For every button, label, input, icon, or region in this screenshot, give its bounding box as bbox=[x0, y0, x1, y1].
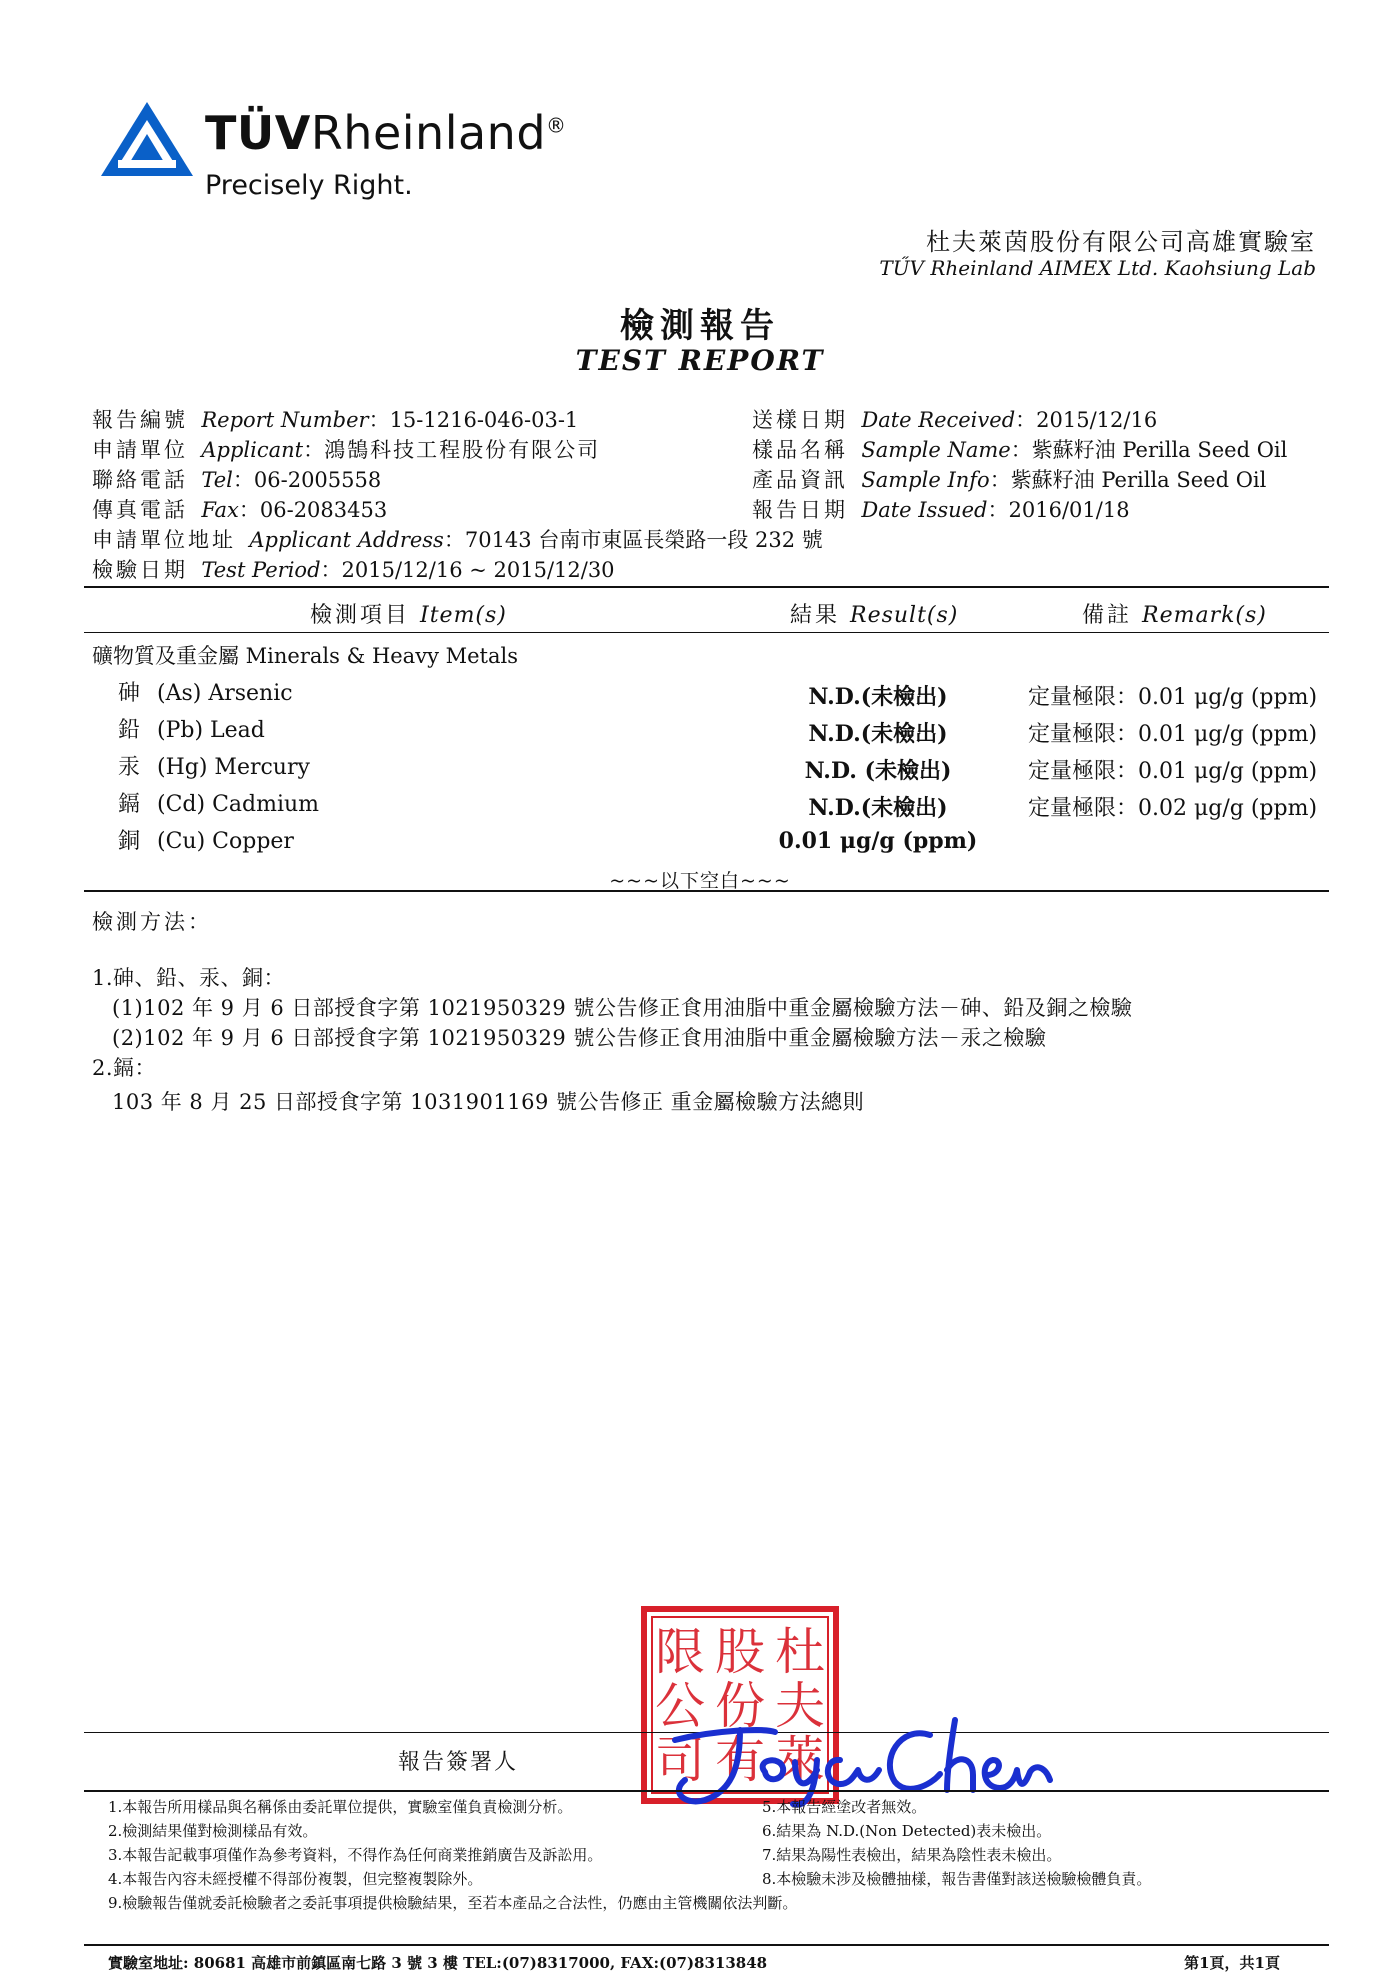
remark-cadmium: 定量極限：0.02 μg/g (ppm) bbox=[1028, 796, 1318, 821]
method-line: 103 年 8 月 25 日部授食字第 1031901169 號公告修正 重金屬檢驗方法總則 bbox=[112, 1090, 865, 1114]
svg-text:限: 限 bbox=[655, 1623, 705, 1681]
item-copper: 銅 (Cu) Copper bbox=[118, 829, 294, 854]
handwritten-signature bbox=[655, 1700, 1055, 1810]
svg-text:有: 有 bbox=[715, 1731, 765, 1789]
note-item: 1.本報告所用樣品與名稱係由委託單位提供，實驗室僅負責檢測分析。 bbox=[108, 1798, 573, 1816]
test-period: 檢驗日期 Test Period：2015/12/16 ~ 2015/12/30 bbox=[92, 558, 615, 582]
report-title-zh: 檢測報告 bbox=[620, 306, 780, 346]
table-bottom-rule bbox=[84, 890, 1329, 892]
item-arsenic: 砷 (As) Arsenic bbox=[118, 681, 293, 706]
page-number: 第1頁，共1頁 bbox=[1184, 1954, 1280, 1972]
svg-text:杜: 杜 bbox=[775, 1623, 825, 1681]
item-mercury: 汞 (Hg) Mercury bbox=[118, 755, 310, 780]
remark-mercury: 定量極限：0.01 μg/g (ppm) bbox=[1028, 759, 1318, 784]
brand-name: TÜVRheinland® bbox=[205, 106, 567, 160]
sample-name: 樣品名稱 Sample Name：紫蘇籽油 Perilla Seed Oil bbox=[752, 438, 1288, 462]
lab-name-en: TŰV Rheinland AIMEX Ltd. Kaohsiung Lab bbox=[879, 256, 1316, 280]
svg-text:萊: 萊 bbox=[775, 1731, 825, 1789]
applicant-address: 申請單位地址 Applicant Address：70143 台南市東區長榮路一段 232 號 bbox=[92, 528, 823, 552]
footer-rule bbox=[84, 1944, 1329, 1946]
lab-name-zh: 杜夫萊茵股份有限公司高雄實驗室 bbox=[926, 228, 1316, 256]
note-item: 7.結果為陽性表檢出，結果為陰性表未檢出。 bbox=[762, 1846, 1062, 1864]
brand-tagline: Precisely Right. bbox=[205, 170, 413, 201]
result-mercury: N.D. (未檢出) bbox=[804, 758, 952, 784]
note-item: 9.檢驗報告僅就委託檢驗者之委託事項提供檢驗結果，至若本產品之合法性，仍應由主管機關依法判斷。 bbox=[108, 1894, 798, 1912]
header-result: 結果 Result(s) bbox=[790, 603, 959, 628]
note-item: 5.本報告經塗改者無效。 bbox=[762, 1798, 927, 1816]
svg-text:份: 份 bbox=[715, 1677, 765, 1735]
note-item: 4.本報告內容未經授權不得部份複製，但完整複製除外。 bbox=[108, 1870, 483, 1888]
note-item: 2.檢測結果僅對檢測樣品有效。 bbox=[108, 1822, 318, 1840]
method-line: (1)102 年 9 月 6 日部授食字第 1021950329 號公告修正食用油脂中重金屬檢驗方法－砷、鉛及銅之檢驗 bbox=[112, 996, 1133, 1020]
result-copper: 0.01 μg/g (ppm) bbox=[778, 828, 978, 854]
result-cadmium: N.D.(未檢出) bbox=[808, 795, 948, 821]
svg-text:夫: 夫 bbox=[775, 1677, 825, 1735]
notes-top-rule bbox=[84, 1790, 1329, 1792]
svg-text:公: 公 bbox=[655, 1677, 705, 1735]
note-item: 8.本檢驗未涉及檢體抽樣，報告書僅對該送檢驗檢體負責。 bbox=[762, 1870, 1152, 1888]
methods-title: 檢測方法： bbox=[92, 910, 212, 934]
method-line: 1.砷、鉛、汞、銅： bbox=[92, 966, 286, 990]
svg-text:股: 股 bbox=[715, 1623, 765, 1681]
remark-lead: 定量極限：0.01 μg/g (ppm) bbox=[1028, 722, 1318, 747]
table-header-rule bbox=[84, 632, 1329, 633]
report-title-en: TEST REPORT bbox=[575, 344, 825, 377]
method-line: (2)102 年 9 月 6 日部授食字第 1021950329 號公告修正食用油脂中重金屬檢驗方法－汞之檢驗 bbox=[112, 1026, 1047, 1050]
note-item: 3.本報告記載事項僅作為參考資料，不得作為任何商業推銷廣告及訴訟用。 bbox=[108, 1846, 603, 1864]
applicant: 申請單位 Applicant：鴻鵠科技工程股份有限公司 bbox=[92, 438, 601, 462]
method-line: 2.鎘： bbox=[92, 1056, 157, 1080]
date-issued: 報告日期 Date Issued：2016/01/18 bbox=[752, 498, 1130, 522]
item-cadmium: 鎘 (Cd) Cadmium bbox=[118, 792, 320, 817]
blank-marker: ~~~以下空白~~~ bbox=[609, 870, 791, 892]
note-item: 6.結果為 N.D.(Non Detected)表未檢出。 bbox=[762, 1822, 1052, 1840]
signatory-label: 報告簽署人 bbox=[398, 1750, 519, 1775]
result-lead: N.D.(未檢出) bbox=[808, 721, 948, 747]
table-top-rule bbox=[84, 586, 1329, 588]
header-item: 檢測項目 Item(s) bbox=[310, 603, 507, 628]
category-minerals: 礦物質及重金屬 Minerals & Heavy Metals bbox=[92, 644, 518, 668]
fax: 傳真電話 Fax：06-2083453 bbox=[92, 498, 388, 522]
item-lead: 鉛 (Pb) Lead bbox=[118, 718, 265, 743]
header-remark: 備註 Remark(s) bbox=[1082, 603, 1267, 628]
telephone: 聯絡電話 Tel：06-2005558 bbox=[92, 468, 382, 492]
lab-address: 實驗室地址: 80681 高雄市前鎮區南七路 3 號 3 樓 TEL:(07)8317000, FAX:(07)8313848 bbox=[108, 1954, 768, 1972]
sample-info: 產品資訊 Sample Info：紫蘇籽油 Perilla Seed Oil bbox=[752, 468, 1267, 492]
date-received: 送樣日期 Date Received：2015/12/16 bbox=[752, 408, 1158, 432]
remark-arsenic: 定量極限：0.01 μg/g (ppm) bbox=[1028, 685, 1318, 710]
result-arsenic: N.D.(未檢出) bbox=[808, 684, 948, 710]
report-number: 報告編號 Report Number：15-1216-046-03-1 bbox=[92, 408, 579, 432]
svg-text:司: 司 bbox=[655, 1731, 705, 1789]
tuv-logo-icon bbox=[100, 100, 195, 178]
